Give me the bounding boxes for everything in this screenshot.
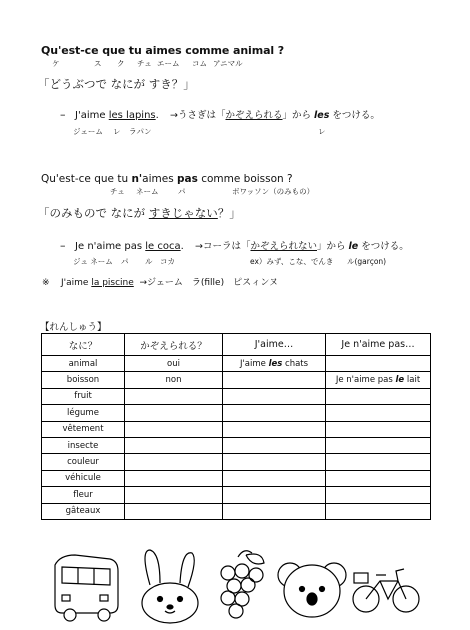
cell-dislike[interactable] — [326, 454, 431, 470]
cell-category: couleur — [42, 454, 125, 470]
kana-chu2: チュ — [110, 187, 125, 196]
kana-animaru: アニマル — [213, 59, 243, 68]
table-header-row — [42, 334, 431, 356]
kana-eemu: エーム — [157, 59, 180, 68]
table-row — [42, 437, 431, 453]
kana-pa2: パ — [121, 257, 129, 266]
note2-2: 」から — [316, 241, 349, 252]
exercise-title: 【れんしゅう】 — [40, 322, 107, 333]
q2-n: n' — [131, 173, 143, 185]
cell-countable[interactable] — [125, 405, 223, 421]
table-row — [42, 421, 431, 437]
cell-category: légume — [42, 405, 125, 421]
cell-category: fleur — [42, 487, 125, 503]
note-3: をつける。 — [329, 110, 380, 121]
cell-countable[interactable] — [125, 421, 223, 437]
ex-small: ex）みず、こな、でんき — [250, 257, 334, 266]
note2-1: →コーラは「 — [195, 241, 251, 252]
cell-countable[interactable]: oui — [125, 356, 223, 372]
cell-like[interactable] — [223, 437, 326, 453]
note2-article: le — [348, 241, 359, 252]
cell-countable[interactable] — [125, 454, 223, 470]
dislike-article: le — [395, 375, 405, 386]
cell-countable[interactable] — [125, 487, 223, 503]
kana-ke: ケ — [52, 59, 60, 68]
q2-pas: pas — [177, 173, 198, 185]
bicycle-icon — [353, 569, 419, 612]
note-piscine — [42, 275, 278, 288]
note2-3: をつける。 — [358, 241, 409, 252]
kana-pa: パ — [178, 187, 186, 196]
cell-like[interactable] — [223, 405, 326, 421]
prompt-animal: 「どうぶつで なにが すき？」 — [38, 77, 195, 91]
cell-like[interactable] — [223, 388, 326, 404]
note-article: les — [314, 110, 330, 121]
dash2: – — [60, 239, 66, 252]
note2-mark: かぞえられない — [250, 241, 317, 252]
q2-end: comme boisson ? — [197, 173, 293, 185]
cell-like[interactable] — [223, 487, 326, 503]
illustrations — [0, 545, 470, 625]
cell-countable[interactable] — [125, 437, 223, 453]
cell-like[interactable] — [223, 421, 326, 437]
table-row — [42, 405, 431, 421]
header-countable: かぞえられる？ — [125, 334, 223, 356]
like-article: les — [268, 358, 283, 369]
kana-koka: コカ — [160, 257, 175, 266]
kana-le: レ — [318, 127, 326, 136]
kana-su: ス — [94, 59, 102, 68]
dislike-post: lait — [404, 375, 421, 386]
kana-neemu: ネーム — [136, 187, 159, 196]
cell-category: gâteaux — [42, 503, 125, 519]
exercise-table — [41, 333, 431, 520]
cell-countable[interactable] — [125, 388, 223, 404]
table-row — [42, 470, 431, 486]
cell-dislike[interactable] — [326, 503, 431, 519]
dislike-pre: Je n'aime pas — [335, 375, 396, 386]
example-animal — [60, 107, 380, 121]
ex2-end: . — [180, 241, 184, 252]
kana-rapan: ラパン — [129, 127, 152, 136]
kana-komu: コム — [192, 59, 207, 68]
note-mark-symbol: ※ — [42, 278, 50, 288]
note-word: la piscine — [91, 278, 134, 288]
kana-bowasson: ボワッソン（のみもの） — [232, 187, 315, 196]
cell-like[interactable] — [223, 372, 326, 388]
rabbit-icon — [142, 550, 198, 623]
cell-like[interactable] — [223, 356, 326, 372]
question-animal: Qu'est-ce que tu aimes comme animal ? — [41, 44, 285, 57]
table-row — [42, 356, 431, 372]
prompt-boisson — [38, 205, 241, 221]
cell-category: boisson — [42, 372, 125, 388]
note-post: →ジェーム ラ(fille) ピスィンヌ — [139, 278, 279, 288]
example-end: . — [155, 110, 159, 121]
kana-ru: ル — [145, 257, 153, 266]
cell-category: animal — [42, 356, 125, 372]
example-word: les lapins — [108, 110, 156, 121]
cell-countable[interactable] — [125, 503, 223, 519]
header-nani: なに？ — [42, 334, 125, 356]
bus-icon — [55, 555, 118, 621]
kana-junemu: ジュ ネーム — [73, 257, 113, 266]
kana-chu: チュ — [137, 59, 152, 68]
p2-1: 「のみもので なにが — [38, 206, 149, 220]
cell-dislike[interactable] — [326, 372, 431, 388]
cell-category: fruit — [42, 388, 125, 404]
p2-ul: すきじゃない — [148, 206, 218, 220]
q2-pre: Qu'est-ce que tu — [41, 173, 132, 185]
dash: – — [60, 108, 66, 121]
kana-ku: ク — [117, 59, 125, 68]
koala-icon — [278, 563, 346, 617]
cell-dislike[interactable] — [326, 405, 431, 421]
cell-category: véhicule — [42, 470, 125, 486]
cell-category: insecte — [42, 437, 125, 453]
cell-like[interactable] — [223, 470, 326, 486]
cell-dislike[interactable] — [326, 356, 431, 372]
kana-jeemu: ジェーム — [73, 127, 103, 136]
example-boisson — [60, 238, 409, 252]
like-pre: J'aime — [239, 358, 269, 369]
cell-like[interactable] — [223, 454, 326, 470]
cell-dislike[interactable] — [326, 487, 431, 503]
grapes-icon — [221, 551, 264, 618]
cell-countable[interactable] — [125, 470, 223, 486]
table-row — [42, 372, 431, 388]
cell-dislike[interactable] — [326, 437, 431, 453]
cell-countable[interactable]: non — [125, 372, 223, 388]
cell-dislike[interactable] — [326, 421, 431, 437]
p2-2: ？」 — [217, 206, 241, 220]
cell-dislike[interactable] — [326, 388, 431, 404]
cell-category: vêtement — [42, 421, 125, 437]
table-row — [42, 503, 431, 519]
note-pre: J'aime — [61, 278, 92, 288]
note-1: →うさぎは「 — [170, 110, 226, 121]
note-2: 」から — [282, 110, 315, 121]
table-row — [42, 487, 431, 503]
example-pre: J'aime — [75, 110, 109, 121]
table-row — [42, 388, 431, 404]
cell-like[interactable] — [223, 503, 326, 519]
q2-mid: aimes — [142, 173, 178, 185]
header-jaime: J'aime… — [223, 334, 326, 356]
ex2-pre: Je n'aime pas — [75, 241, 146, 252]
header-jenaimepas: Je n'aime pas… — [326, 334, 431, 356]
le-small: ル(garçon) — [347, 257, 387, 266]
note-mark: かぞえられる — [225, 110, 283, 121]
like-post: chats — [282, 358, 309, 369]
table-row — [42, 454, 431, 470]
question-boisson — [41, 173, 293, 185]
cell-dislike[interactable] — [326, 470, 431, 486]
ex2-word: le coca — [145, 241, 181, 252]
kana-re: レ — [113, 127, 121, 136]
